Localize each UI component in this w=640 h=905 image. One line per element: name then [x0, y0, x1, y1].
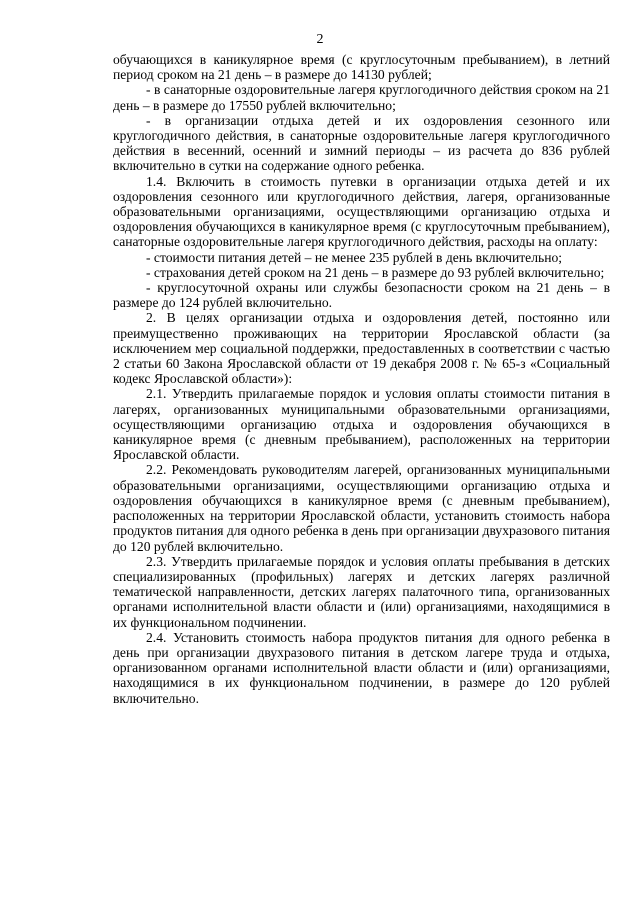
page-number: 2 [316, 32, 324, 47]
paragraph-2-2: 2.2. Рекомендовать руководителям лагерей, организованных муниципальными образовательными организациями, осуществляющими организацию отдыха и оздоровления обучающихся в каникулярное время (с дневным пребыванием), расположенных на территории Ярославской области, установить стоимость набора продуктов питания для одного ребенка в день при организации двухразового питания до 120 рублей включительно. [113, 462, 610, 554]
paragraph-2-1: 2.1. Утвердить прилагаемые порядок и условия оплаты стоимости питания в лагерях, организованных муниципальными образовательными организациями, осуществляющими организацию отдыха и оздоровления обучающихся в каникулярное время (с дневным пребыванием), расположенных на территории Ярославской области. [113, 386, 610, 463]
paragraph-sanatorium-camps: - в санаторные оздоровительные лагеря круглогодичного действия сроком на 21 день – в размере до 17550 рублей включительно; [113, 82, 610, 113]
paragraph-security: - круглосуточной охраны или службы безопасности сроком на 21 день – в размере до 124 рублей включительно. [113, 280, 610, 311]
document-body [113, 52, 610, 706]
paragraph-1-4: 1.4. Включить в стоимость путевки в организации отдыха детей и их оздоровления сезонного или круглогодичного действия, лагеря, организованные образовательными организациями, осуществляющими организацию отдыха и оздоровления обучающихся в каникулярное время (с круглосуточным пребыванием), санаторные оздоровительные лагеря круглогодичного действия, расходы на оплату: [113, 173, 610, 250]
paragraph-2-3: 2.3. Утвердить прилагаемые порядок и условия оплаты пребывания в детских специализированных (профильных) лагерях и детских лагерях различной тематической направленности, детских лагерях палаточного типа, организованных органами исполнительной власти области и (или) организациями, находящимися в их функциональном подчинении. [113, 553, 610, 630]
paragraph-2-4: 2.4. Установить стоимость набора продуктов питания для одного ребенка в день при организации двухразового питания в детском лагере труда и отдыха, организованном органами исполнительной власти области и (или) организациями, находящимися в их функциональном подчинении, в размере до 120 рублей включительно. [113, 629, 610, 706]
paragraph-2: 2. В целях организации отдыха и оздоровления детей, постоянно или преимущественно проживающих на территории Ярославской области (за исключением мер социальной поддержки, предоставленных в соответствии с частью 2 статьи 60 Закона Ярославской области от 19 декабря 2008 г. № 65-з «Социальный кодекс Ярославской области»): [113, 310, 610, 387]
paragraph-insurance: - страхования детей сроком на 21 день – в размере до 93 рублей включительно; [146, 264, 605, 280]
paragraph-food-cost: - стоимости питания детей – не менее 235 рублей в день включительно; [146, 249, 563, 265]
paragraph-continuation: обучающихся в каникулярное время (с круглосуточным пребыванием), в летний период сроком на 21 день – в размере до 14130 рублей; [113, 52, 610, 83]
paragraph-seasonal-camps: - в организации отдыха детей и их оздоровления сезонного или круглогодичного действия, в санаторные оздоровительные лагеря круглогодичного действия в весенний, осенний и зимний периоды – из расчета до 836 рублей включительно в сутки на содержание одного ребенка. [113, 112, 610, 174]
